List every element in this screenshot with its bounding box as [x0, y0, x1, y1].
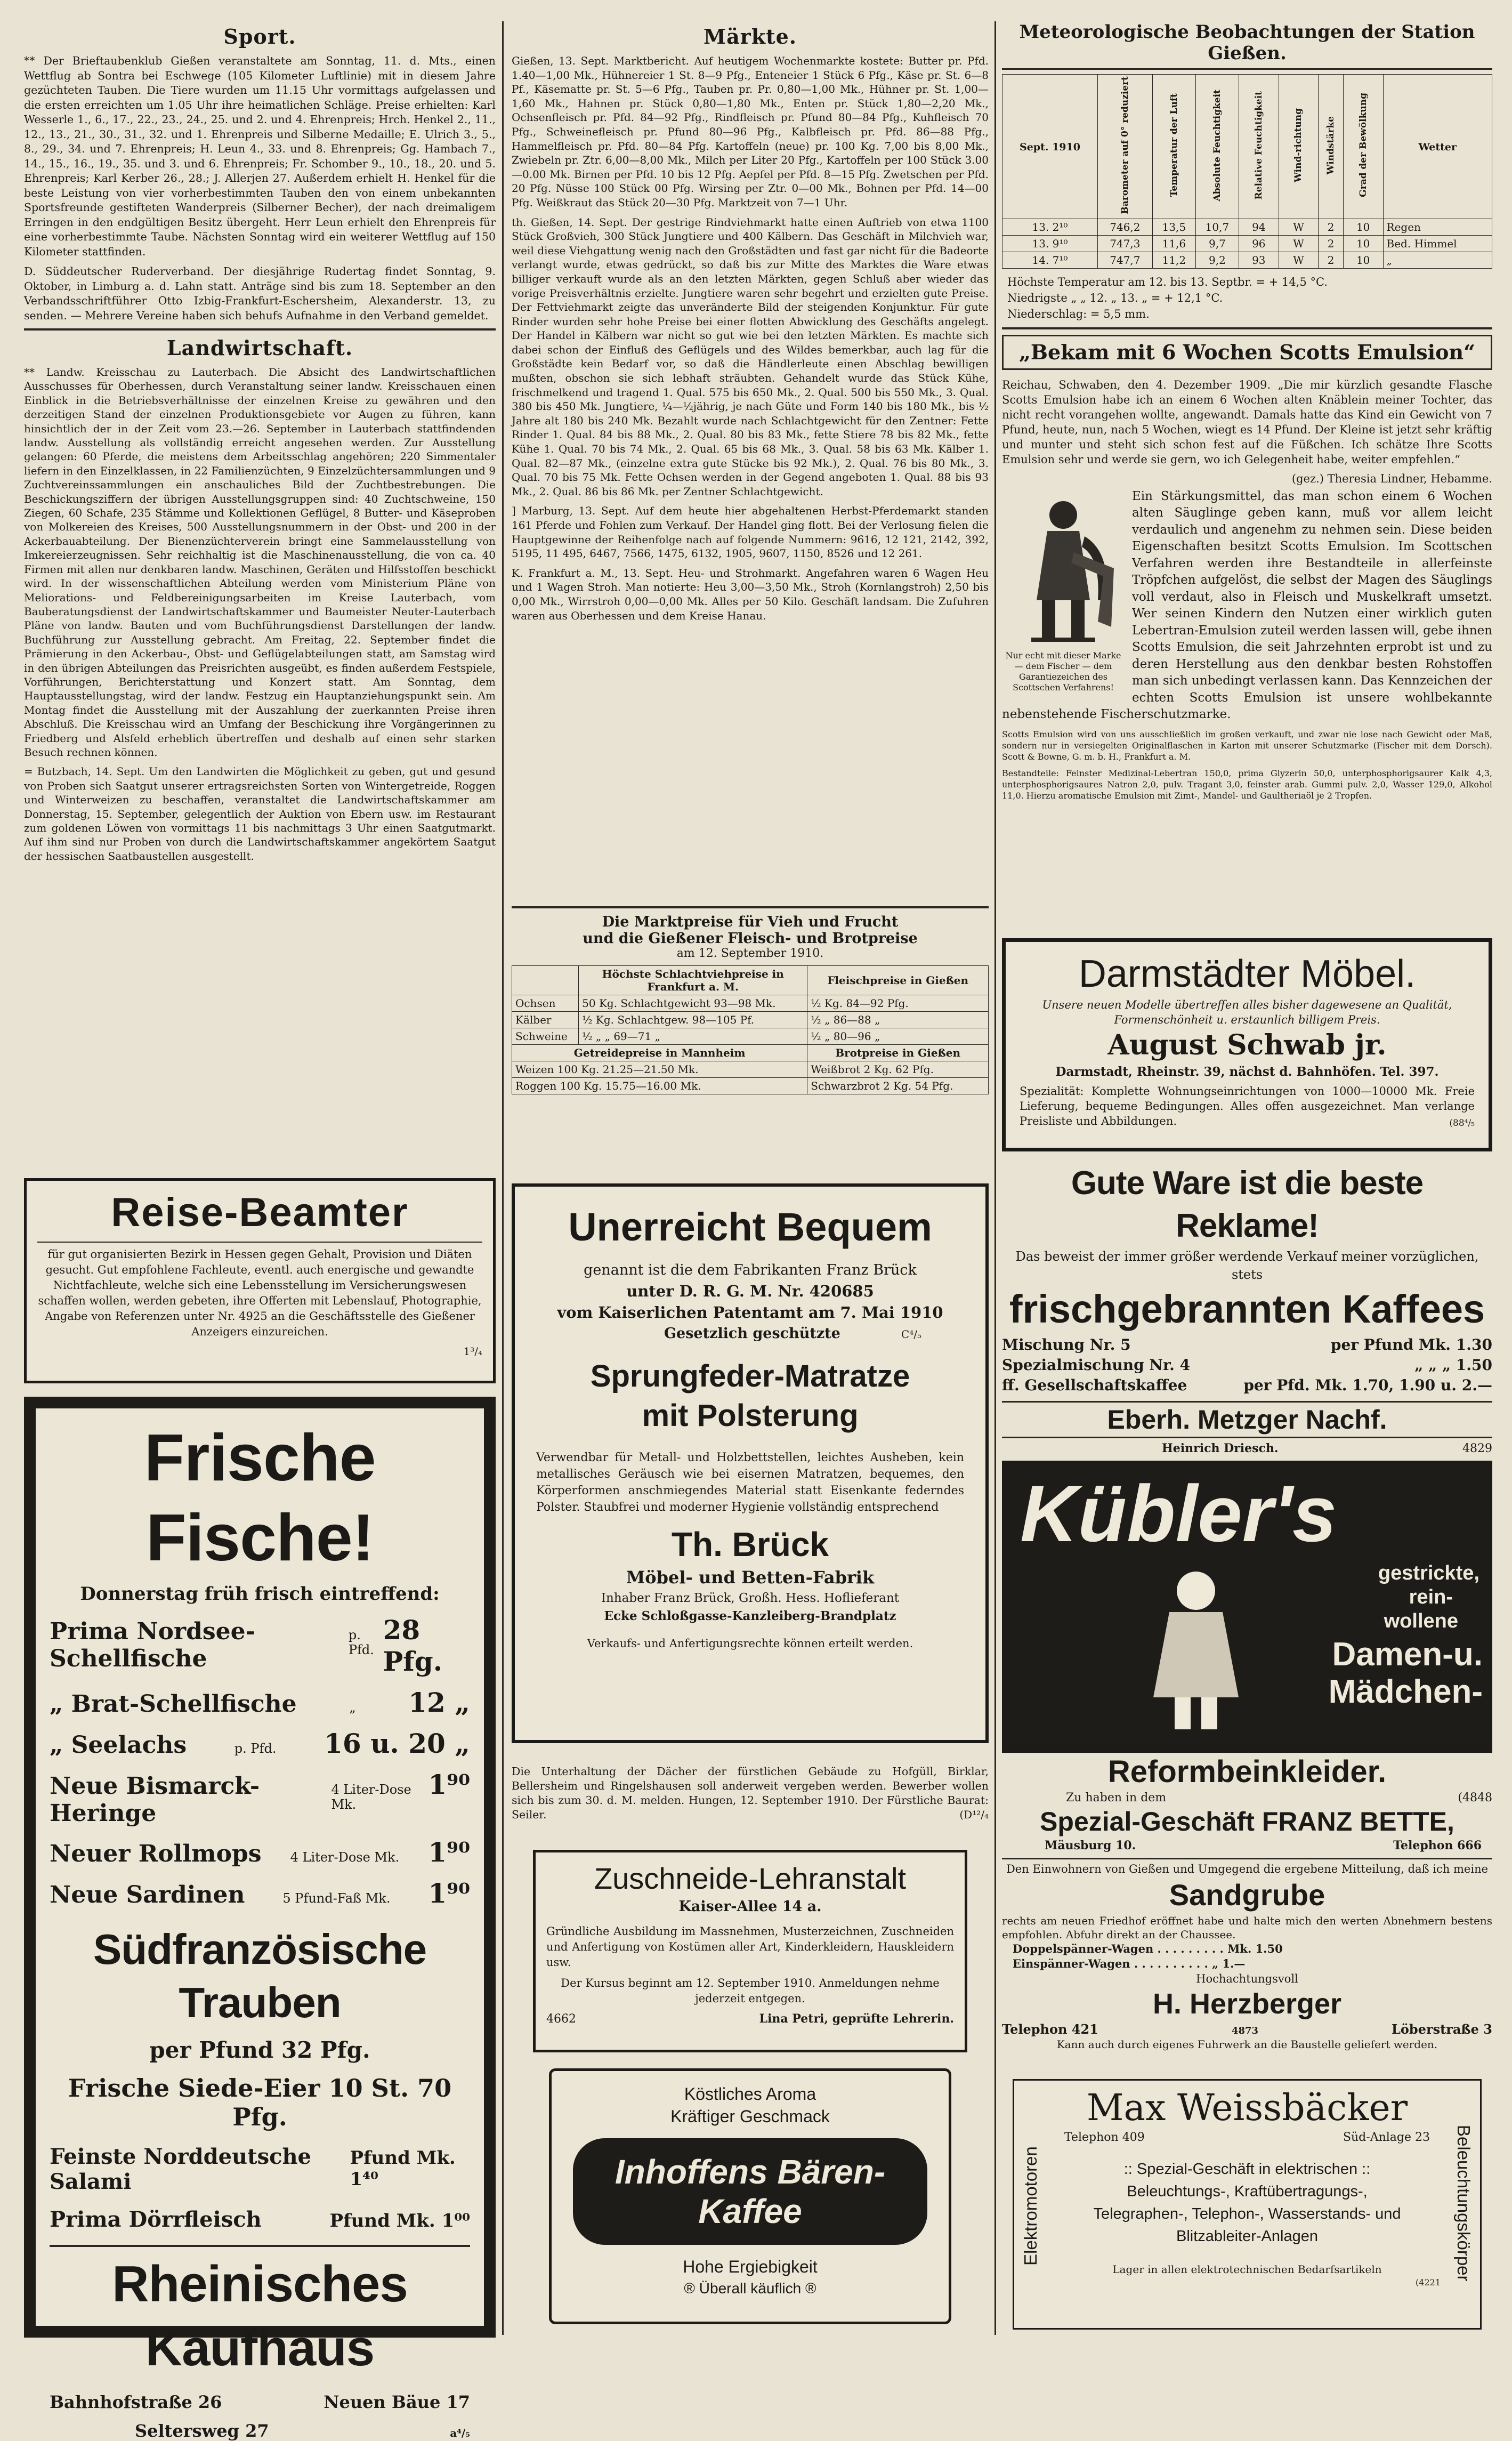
- price-table-title-1: Die Marktpreise für Vieh und Frucht: [602, 914, 899, 930]
- ad-metzger-product: frischgebrannten Kaffees: [1009, 1287, 1485, 1331]
- ad-zuschneide-footer: [546, 2012, 954, 2026]
- landwirtschaft-article-1: ** Landw. Kreisschau zu Lauterbach. Die Absicht des Landwirtschaftlichen Ausschusses für Oberhessen, durch Veranstaltung seiner landw. Kreisschauen einen Einblick in die Betriebsverhältnisse der einzelnen Kreise zu gewähren und den derzeitigen Stand der einzelnen Produktionsgebiete vor Augen zu führen, kann hinsichtlich der in der Zeit vom 23.—26. September in Lauterbach stattfindenden landw. Ausstellung als vollständig erreicht angesehen werden. Zur Ausstellung gelangen: 60 Pferde, die meistens dem Arbeitsschlag angehören; 220 Simmentaler liefern in den Einzelklassen, in 22 Familienzüchten, 9 Einzelzüchtersammlungen und 9 Zuchtvereinssammlungen ein anschauliches Bild der Zuchtbestrebungen. Die Beschickungsziffern der übrigen Ausstellungsgruppen sind: 40 Zuchtschweine, 150 Ziegen, 60 Schafe, 235 Stämme und Kollektionen Geflügel, 8 Butter- und Käseproben von Molkereien des Kreises, 500 Ausstellungsnummern in der Obst- und 200 in der Ackerbauabteilung. Der Bienenzüchterverein bringt eine Sammelausstellung von Imkereierzeugnissen. Sehr reichhaltig ist die Maschinenausstellung, die von ca. 40 Firmen mit allen nur denkbaren landw. Maschinen, Geräten und Hilfsstoffen beschickt wird. In der wissenschaftlichen Abteilung werden vom Ministerium Pläne von Meliorations- und Feldbereinigungsarbeiten im Kreise Lauterbach, vom Bauberatungsdienst der Landwirtschaftskammer und Baumeister Neuter-Lauterbach Pläne von landw. Bauten und vom Buchführungsdienst Darstellungen der landw. Buchführung zur Ausstellung gebracht. Am Freitag, 22. September findet die Prämierung in den Ackerbau-, Obst- und Geflügelabteilungen statt, am Samstag wird in den übrigen Abteilungen das Preisrichten ausgeübt, es finden außerdem Festspiele, Vorführungen, Berichterstattung und Konzert statt. Am Sonntag, dem Hauptausstellungstag, wird der landw. Festzug ein Hauptanziehungspunkt sein. Am Montag findet die Ausstellung mit der Auszahlung der zuerkannten Preise ihren Abschluß. Die Kreisschau wird an Umfang der Beschickung ihre Vorgängerinnen zu Friedberg und Alsfeld erheblich übertreffen und deshalb auf einen sehr starken Besuch rechnen können.: [24, 366, 496, 759]
- meteo-header-label: Sept. 1910: [1019, 141, 1080, 153]
- ad-brueck-line-4: [536, 1323, 964, 1345]
- ad-kuebler-address: Mäusburg 10.: [1045, 1839, 1136, 1852]
- meteo-cell: „: [1383, 252, 1492, 268]
- ad-metzger-number: 4829: [1462, 1442, 1492, 1455]
- ad-zuschneide-body: Gründliche Ausbildung im Massnehmen, Musterzeichnen, Zuschneiden und Anfertigung von Kostümen aller Art, Kinderkleidern, Hauskleidern usw.: [546, 1925, 954, 1969]
- price-table-cell-ffm: ½ „ „ 69—71 „: [579, 1028, 807, 1045]
- ad-fische-title: Frische Fische!: [144, 1421, 376, 1575]
- ad-darmstaedter-moebel: [1002, 938, 1492, 1151]
- meteo-cell: 2: [1319, 252, 1344, 268]
- maerkte-heading: Märkte.: [704, 25, 797, 49]
- ad-sandgrube-contact: [1002, 2021, 1492, 2037]
- ad-kuebler-shop: Spezial-Geschäft FRANZ BETTE,: [1040, 1807, 1454, 1836]
- price-table-cell-label: Kälber: [512, 1012, 579, 1028]
- ad-doerr-row: [50, 2207, 470, 2232]
- meteo-header-label: Absolute Feuchtigkeit: [1211, 89, 1223, 202]
- meteo-cell: 10: [1343, 252, 1383, 268]
- ad-sandgrube-telephone: Telephon 421: [1002, 2021, 1098, 2037]
- ad-sandgrube-price-2: Einspänner-Wagen . . . . . . . . . . „ 1.—: [1013, 1957, 1246, 1970]
- ad-brueck-product-1: Sprungfeder-Matratze: [590, 1359, 910, 1393]
- fish-item-unit: „: [349, 1700, 356, 1715]
- ad-trauben-title: Südfranzösische Trauben: [93, 1926, 427, 2026]
- ad-weissbaecker-line-2: Beleuchtungs-, Kraftübertragungs-,: [1127, 2183, 1368, 2200]
- meteo-cell: 13. 9¹⁰: [1002, 235, 1098, 252]
- metzger-price-row: [1002, 1375, 1492, 1396]
- meteo-cell: 96: [1239, 235, 1279, 252]
- ad-scotts-emulsion: [1002, 335, 1492, 937]
- ad-kaffee-brand: Inhoffens Bären-Kaffee: [614, 2153, 886, 2230]
- bread-price-cell: Schwarzbrot 2 Kg. 54 Pfg.: [807, 1078, 989, 1094]
- ad-brueck-firm: Th. Brück: [671, 1525, 829, 1564]
- ad-kaffee-tagline-2: Kräftiger Geschmack: [670, 2107, 830, 2126]
- ad-brueck-line-3: vom Kaiserlichen Patentamt am 7. Mai 1910: [557, 1303, 943, 1322]
- divider: [1002, 327, 1492, 329]
- price-table-cell-label: Schweine: [512, 1028, 579, 1045]
- landwirtschaft-heading: Landwirtschaft.: [166, 336, 353, 360]
- meteo-table: [1002, 74, 1492, 269]
- ad-store-name: Rheinisches Kaufhaus: [112, 2255, 408, 2376]
- meteo-cell: 94: [1239, 219, 1279, 235]
- price-table-row: [512, 1012, 989, 1028]
- metzger-item-price: per Pfund Mk. 1.30: [1330, 1336, 1492, 1354]
- meteo-header-label: Temperatur der Luft: [1168, 93, 1179, 197]
- column-rule-2: [994, 21, 996, 2335]
- metzger-item-price: per Pfd. Mk. 1.70, 1.90 u. 2.—: [1243, 1376, 1492, 1394]
- meteo-cell: 13,5: [1152, 219, 1195, 235]
- meteo-header-cell: [1319, 75, 1344, 219]
- meteo-cell: 2: [1319, 235, 1344, 252]
- ad-zuschneide-kurs: Der Kursus beginnt am 12. September 1910. Anmeldungen nehme jederzeit entgegen.: [561, 1977, 940, 2005]
- ad-weissbaecker-code: (4221: [1416, 2277, 1441, 2287]
- meteo-header-label: Wetter: [1418, 141, 1457, 153]
- price-table: [512, 965, 989, 1094]
- meteo-cell: W: [1279, 235, 1319, 252]
- meteo-cell: 9,2: [1195, 252, 1239, 268]
- fish-item-price: 1⁹⁰: [428, 1836, 470, 1868]
- ad-moebel-code: (88⁴/₅: [1449, 1118, 1475, 1129]
- price-table-title-2: und die Gießener Fleisch- und Brotpreise: [583, 930, 918, 947]
- sport-article-1: ** Der Brieftaubenklub Gießen veranstaltete am Sonntag, 11. d. Mts., einen Wettflug ab Sontra bei Eschwege (105 Kilometer Luftlinie) mit in diesem Jahre gezüchteten Tauben. Die Tiere wurden um 11.15 Uhr vormittags aufgelassen und die ersten erreichten um 1.05 Uhr ihre heimatlichen Schläge. Preise erhielten: Karl Wesserle 1., 6., 17., 22., 23., 24., 25. und 2. und 4. Ehrenpreis; Hrch. Henkel 2., 11., 12., 13., 21., 30., 31., 32. und 1. Ehrenpreis und Silberne Medaille; E. Ulrich 3., 5., 8., 29., 34. und 7. Ehrenpreis; H. Leun 4., 33. und 8. Ehrenpreis; Gg. Hambach 7., 14., 15., 16., 19., 35. und 3. und 6. Ehrenpreis; Fr. Schomber 9., 10., 18., 20. und 5. Ehrenpreis; Karl Kerber 26., 28.; J. Allerjen 27. Außerdem erhielt H. Henkel für die beste Leistung von vier vorherbestimmten Tauben den von einem unbekannten Sportsfreunde gestifteten Wanderpreis (Silberner Becher), der nach dreimaligem Erringen in den endgültigen Besitz übergeht. Herr Leun erhielt den Ehrenpreis für eine vorherbestimmte Taube. Nächsten Sonntag wird ein weiterer Wettflug auf 150 Kilometer stattfinden.: [24, 54, 496, 258]
- meteo-cell: 9,7: [1195, 235, 1239, 252]
- divider: [37, 1242, 482, 1243]
- ad-kuebler-sold-row: [1002, 1791, 1492, 1804]
- ad-weissbaecker-line-4: Lager in allen elektrotechnischen Bedarfsartikeln: [1112, 2263, 1382, 2276]
- ad-moebel-slogan: Unsere neuen Modelle übertreffen alles bisher dagewesene an Qualität, Formenschönheit u. erstaunlich billigem Preis.: [1042, 998, 1452, 1026]
- ad-scott-caption: Nur echt mit dieser Marke — dem Fischer — dem Garantiezeichen des Scottschen Verfahrens!: [1005, 650, 1121, 692]
- price-table-date: am 12. September 1910.: [676, 947, 824, 960]
- ad-zuschneide-title: Zuschneide-Lehranstalt: [594, 1862, 907, 1895]
- bread-price-cell: Weißbrot 2 Kg. 62 Pfg.: [807, 1061, 989, 1078]
- ad-weissbaecker-telephone: Telephon 409: [1064, 2131, 1145, 2144]
- notice-fuerstliche-gebaeude: [512, 1765, 989, 1821]
- meteo-cell: W: [1279, 252, 1319, 268]
- meteo-cell: 11,6: [1152, 235, 1195, 252]
- ad-kaffee-brand-box: [573, 2138, 927, 2245]
- divider: [50, 2245, 470, 2247]
- ad-store-addr-row: [50, 2421, 470, 2441]
- fish-price-row: [50, 1769, 470, 1827]
- sport-article-2: D. Süddeutscher Ruderverband. Der diesjährige Rudertag findet Sonntag, 9. Oktober, in Limburg a. d. Lahn statt. Anträge sind bis zum 18. September an den Verbandsschriftführer Otto Izbig-Frankfurt-Eschersheim, Alexanderstr. 13, zu senden. — Mehrere Vereine haben sich behufs Aufnahme in den Verband gemeldet.: [24, 265, 496, 322]
- ad-doerrfleisch: Prima Dörrfleisch: [50, 2207, 262, 2232]
- fish-item-price: 28 Pfg.: [383, 1614, 443, 1677]
- meteo-header-label: Relative Feuchtigkeit: [1253, 91, 1264, 200]
- ad-brueck-product-2: mit Polsterung: [642, 1398, 859, 1433]
- column-rule-1: [502, 21, 504, 2335]
- ad-metzger-kaffee: [1002, 1162, 1492, 1461]
- ad-scott-ingredients: Bestandteile: Feinster Medizinal-Lebertran 150,0, prima Glyzerin 50,0, unterphosphorigsaurer Kalk 4,3, unterphosphorigsaures Natron 2,0, pulv. Tragant 3,0, feinster arab. Gummi pulv. 2,0, Wasser 129,0, Alkohol 11,0. Hierzu aromatische Emulsion mit Zimt-, Mandel- und Gaultheriaöl je 2 Tropfen.: [1002, 768, 1492, 801]
- ad-kuebler-text-1: gestrickte,: [1378, 1562, 1479, 1584]
- notice-text: Die Unterhaltung der Dächer der fürstlichen Gebäude zu Hofgüll, Birklar, Bellersheim und Ringelshausen soll anderweit vergeben werden. Bewerber wollen sich bis zum 30. d. M. melden. Hungen, 12. September 1910. Der Fürstliche Baurat: Seiler.: [512, 1765, 989, 1821]
- meteo-header-cell: [1097, 75, 1152, 219]
- maerkte-giessen-2: th. Gießen, 14. Sept. Der gestrige Rindviehmarkt hatte einen Auftrieb von etwa 1100 Stück Großvieh, 300 Stück Jungtiere und 400 Kälbern. Das Geschäft in Milchvieh war, weil diese Viehgattung wenig nach den Großstädten und fast gar nicht für die Badeorte verlangt wurde, etwas gedrückt, so daß bis zur Mitte des Marktes die Ware etwas billiger verkauft wurde als an den letzten Märkten, gegen Schluß aber wieder das vorige Preisverhältnis erzielte. Jungtiere waren sehr begehrt und erzielten gute Preise. Der Fettviehmarkt zeigte das unveränderte Bild der steigenden Konjunktur. Für gute Rinder wurden sehr hohe Preise bei einer flotten Abwicklung des Geschäfts angelegt. Der Handel in Kälbern war nicht so gut wie bei den letzten Märkten. Es machte sich dabei schon der Einfluß des Geflügels und des Wildes bemerkbar, auch lag für die Großstädte kein Bedarf vor, so daß die Händlerleute einen Abschlag bewilligen mußten, obschon sie sich lebhaft sträubten. Gehandelt wurde das Stück Kühe, frischmelkend und tragend 1. Qual. 575 bis 650 Mk., 2. Qual. 500 bis 550 Mk., 3. Qual. 380 bis 450 Mk. Jungtiere, ¼—½jährig, je nach Güte und Form 140 bis 180 Mk., bis ½ Jahre alt 180 bis 240 Mk. Bezahlt wurde nach Schlachtgewicht für den Zentner: Fette Rinder 1. Qual. 84 bis 88 Mk., 2. Qual. 80 bis 83 Mk., fette Stiere 78 bis 82 Mk., fette Kühe 1. Qual. 70 bis 74 Mk., 2. Qual. 65 bis 68 Mk., 3. Qual. 58 bis 63 Mk. Kälber 1. Qual. 82—87 Mk., (einzelne extra gute Stücke bis 92 Mk.), 2. Qual. 76 bis 80 Mk., 3. Qual. 70 bis 75 Mk. Fette Ochsen werden in der Gegend angeboten 1. Qual. 88 bis 93 Mk., 2. Qual. 86 bis 86 Mk. per Zentner Schlachtgewicht.: [512, 215, 989, 498]
- ad-moebel-title: Darmstädter Möbel.: [1078, 953, 1416, 995]
- ad-kuebler-contact: [1002, 1839, 1492, 1852]
- ad-brueck-title: Unerreicht Bequem: [568, 1205, 932, 1249]
- meteo-cell: Bed. Himmel: [1383, 235, 1492, 252]
- ad-sandgrube-number: 4873: [1231, 2025, 1259, 2036]
- price-table-cell-gi: ½ Kg. 84—92 Pfg.: [807, 995, 989, 1012]
- meteo-header-cell: [1279, 75, 1319, 219]
- meteo-header-cell: [1343, 75, 1383, 219]
- ad-brueck-line-1: genannt ist die dem Fabrikanten Franz Brück: [584, 1262, 917, 1278]
- ad-kuebler-text-2: rein-: [1409, 1586, 1453, 1608]
- ad-brueck-address: Ecke Schloßgasse-Kanzleiberg-Brandplatz: [604, 1609, 896, 1623]
- meteo-header-cell: [1383, 75, 1492, 219]
- price-table-corner: [512, 966, 579, 995]
- ad-weissbaecker-side-left: Elektromotoren: [1021, 2146, 1040, 2266]
- divider: [24, 328, 496, 331]
- grain-price-cell: Roggen 100 Kg. 15.75—16.00 Mk.: [512, 1078, 807, 1094]
- ad-zuschneide-owner: Lina Petri, geprüfte Lehrerin.: [759, 2012, 954, 2026]
- metzger-item-name: ff. Gesellschaftskaffee: [1002, 1376, 1187, 1394]
- price-table-cell-label: Ochsen: [512, 995, 579, 1012]
- ad-kuebler-text-6: Reformbeinkleider.: [1107, 1754, 1387, 1789]
- notice-code: (D¹²/₄: [959, 1808, 989, 1821]
- ad-salami: Feinste Norddeutsche Salami: [50, 2144, 311, 2194]
- meteo-summary: [1002, 274, 1492, 322]
- fisherman-trademark-icon: [1005, 488, 1122, 648]
- meteo-title: Meteorologische Beobachtungen der Station Gießen.: [1002, 21, 1492, 70]
- fish-item-name: „ Seelachs: [50, 1731, 187, 1759]
- meteo-header-label: Grad der Bewölkung: [1357, 93, 1369, 198]
- meteo-cell: 13. 2¹⁰: [1002, 219, 1098, 235]
- fish-item-name: „ Brat-Schellfische: [50, 1690, 297, 1718]
- ad-sandgrube: [1002, 1858, 1492, 2075]
- girl-figure-icon: [1137, 1564, 1255, 1735]
- meteo-cell: 747,3: [1097, 235, 1152, 252]
- ad-brueck-rights: Verkaufs- und Anfertigungsrechte können erteilt werden.: [587, 1637, 913, 1650]
- column-right: [1002, 21, 1492, 2287]
- meteo-header-cell: [1152, 75, 1195, 219]
- fish-item-price: 1⁹⁰: [428, 1769, 470, 1800]
- metzger-item-price: „ „ „ 1.50: [1414, 1356, 1492, 1374]
- ad-sandgrube-address: Löberstraße 3: [1392, 2021, 1492, 2037]
- maerkte-marburg: ] Marburg, 13. Sept. Auf dem heute hier abgehaltenen Herbst-Pferdemarkt standen 161 Pferde und Fohlen zum Verkauf. Der Handel ging flott. Bei der Verlosung fielen die Hauptgewinne der Reihenfolge nach auf folgende Nummern: 9616, 12 121, 2142, 392, 5195, 11 495, 6467, 7566, 1475, 6132, 1905, 9607, 1150, 8526 und 12 261.: [512, 504, 989, 560]
- ad-scott-trademark: [1002, 488, 1125, 693]
- ad-kuebler-text-5: Mädchen-: [1328, 1673, 1483, 1710]
- column-middle: [512, 21, 989, 2297]
- price-table-cell-gi: ½ „ 80—96 „: [807, 1028, 989, 1045]
- meteo-cell: 93: [1239, 252, 1279, 268]
- ad-kuebler-brand: Kübler's: [1020, 1469, 1337, 1558]
- landwirtschaft-article-2: = Butzbach, 14. Sept. Um den Landwirten die Möglichkeit zu geben, gut und gesund von Proben sich Saatgut unserer ertragsreichsten Sorten von Wintergetreide, Roggen und Winterweizen zu beschaffen, veranstaltet die Landwirtschaftskammer am Donnerstag, 15. September, gelegentlich der Auktion von Ebern usw. im Restaurant zum goldenen Löwen von vormittags 11 bis nachmittags 3 Uhr einen Saatgutmarkt. Auf ihm sind nur Proben von durch die Landwirtschaftskammer angekörtem Saatgut der hessischen Saatbaustellen ausgestellt.: [24, 765, 496, 863]
- meteo-cell: 10,7: [1195, 219, 1239, 235]
- fish-item-price: 1⁹⁰: [428, 1878, 470, 1909]
- price-table-cell-gi: ½ „ 86—88 „: [807, 1012, 989, 1028]
- ad-sandgrube-body: rechts am neuen Friedhof eröffnet habe und halte mich den werten Abnehmern bestens empfohlen. Abfuhr direkt an der Chaussee.: [1002, 1914, 1492, 1941]
- ad-weissbaecker-title: Max Weissbäcker: [1086, 2087, 1408, 2129]
- fish-price-row: [50, 1836, 470, 1868]
- ad-brueck-geschuetzt: Gesetzlich geschützte: [664, 1325, 840, 1342]
- ad-scott-title: „Bekam mit 6 Wochen Scotts Emulsion“: [1002, 335, 1492, 370]
- ad-sandgrube-intro: Den Einwohnern von Gießen und Umgegend die ergebene Mitteilung, daß ich meine: [1006, 1863, 1489, 1875]
- ad-scott-letter: Reichau, Schwaben, den 4. Dezember 1909. „Die mir kürzlich gesandte Flasche Scotts Emulsion habe ich an einem 6 Wochen alten Knäblein meiner Tochter, das nicht recht vorangehen wollte, angewandt. Damals hatte das Kind ein Gewicht von 7 Pfund, heute, nun, nach 5 Wochen, wiegt es 14 Pfund. Der Kleine ist jetzt sehr kräftig und munter und steht sich schon fest auf die Füßchen. Ich schätze Ihre Scotts Emulsion sehr und werde sie gern, wo ich Gelegenheit habe, weiter empfehlen.“: [1002, 378, 1492, 466]
- ad-metzger-title: Gute Ware ist die beste Reklame!: [1071, 1165, 1424, 1244]
- ad-sandgrube-note: Kann auch durch eigenes Fuhrwerk an die Baustelle geliefert werden.: [1056, 2038, 1438, 2051]
- maerkte-frankfurt: K. Frankfurt a. M., 13. Sept. Heu- und Strohmarkt. Angefahren waren 6 Wagen Heu und 1 Wagen Stroh. Man notierte: Heu 3,00—3,50 Mk., Stroh (Kornlangstroh) 2,50 bis 0,00 Mk., Wirrstroh 0,00—0,00 Mk. Alles per 50 Kilo. Geschäft landsam. Die Zufuhren waren aus Oberhessen und dem Kreise Hanau.: [512, 566, 989, 622]
- grain-table-row: [512, 1061, 989, 1078]
- ad-metzger-footer: [1002, 1441, 1492, 1455]
- ad-metzger-owner: Heinrich Driesch.: [1162, 1441, 1279, 1455]
- fish-item-price: 12 „: [408, 1687, 470, 1718]
- ad-weissbaecker-contact: [1054, 2131, 1441, 2144]
- metzger-price-row: [1002, 1335, 1492, 1355]
- fish-item-name: Neuer Rollmops: [50, 1840, 262, 1867]
- meteo-max-temp: Höchste Temperatur am 12. bis 13. Septbr. = + 14,5 °C.: [1007, 275, 1328, 288]
- ad-kaffee-tagline-4: ® Überall käuflich ®: [684, 2280, 816, 2297]
- maerkte-giessen-1: Gießen, 13. Sept. Marktbericht. Auf heutigem Wochenmarkte kostete: Butter pr. Pfd. 1.40—1,00 Mk., Hühnereier 1 St. 8—9 Pfg., Enteneier 1 Stück 6 Pfg., Käse pr. St. 6—8 Pf., Käsematte pr. St. 5—6 Pfg., Tauben pr. Pr. 0,80—1,00 Mk., Hühner pr. St. 1,00—1,60 Mk., Hahnen pr. Stück 0,80—1,80 Mk., Enten pr. Stück 1,80—2,20 Mk., Ochsenfleisch pr. Pfd. 84—92 Pfg., Rindfleisch pr. Pfund 80—84 Pfg., Kuhfleisch 70 Pfg., Schweinefleisch pr. Pfund 80—96 Pfg., Kalbfleisch pr. Pfd. 86—88 Pfg., Hammelfleisch pr. Pfd. 80—84 Pfg. Kartoffeln (neue) pr. 100 Kg. 7,00 bis 8,00 Mk., Zwiebeln pr. Ztr. 6,00—8,00 Mk., Milch per Liter 20 Pfg., Kartoffeln per 100 Stück 3.00—0.00 Mk. Birnen per Pfd. 10 bis 12 Pfg. Aepfel per Pfd. 8—15 Pfg. Zwetschen per Pfd. 20 Pfg. Nüsse 100 Stück 00 Pfg. Wirsing per Ztr. 0—00 Mk., Bohnen per Pfd. 14—00 Pfg. Weißkraut das Stück 20—30 Pfg. Marktzeit von 7—1 Uhr.: [512, 54, 989, 209]
- ad-salami-row: [50, 2144, 470, 2194]
- meteo-header-label: Barometer auf 0° reduziert: [1119, 76, 1130, 214]
- ad-rheinisches-kaufhaus: [24, 1397, 496, 2441]
- price-table-header-frankfurt: Höchste Schlachtviehpreise in Frankfurt a. M.: [579, 966, 807, 995]
- meteo-cell: 10: [1343, 235, 1383, 252]
- ad-kuebler-text-4: Damen-u.: [1332, 1636, 1483, 1673]
- ad-reise-code: 1³/₄: [463, 1345, 482, 1358]
- meteo-min-temp: Niedrigste „ „ 12. „ 13. „ = + 12,1 °C.: [1007, 291, 1223, 304]
- ad-moebel-spezialitaet: Spezialität: Komplette Wohnungseinrichtungen von 1000—10000 Mk. Freie Lieferung, bequeme Bedingungen. Alles offen ausgezeichnet. Man verlange Preisliste und Abbildungen.: [1020, 1085, 1475, 1127]
- ad-brueck-matratze: [512, 1183, 989, 1743]
- ad-store-addr-3: Seltersweg 27: [135, 2421, 269, 2441]
- ad-sandgrube-greeting: Hochachtungsvoll: [1196, 1972, 1298, 1985]
- meteo-row: [1002, 235, 1492, 252]
- ad-kaffee-tagline-1: Köstliches Aroma: [684, 2084, 816, 2104]
- meteo-header-cell: [1239, 75, 1279, 219]
- meteo-rain: Niederschlag: = 5,5 mm.: [1007, 307, 1150, 320]
- fish-price-row: [50, 1614, 470, 1677]
- metzger-price-row: [1002, 1355, 1492, 1375]
- price-table-header-brot: Brotpreise in Gießen: [807, 1045, 989, 1061]
- fish-price-row: [50, 1687, 470, 1718]
- ad-weissbaecker-address: Süd-Anlage 23: [1343, 2131, 1430, 2144]
- ad-trauben-price: per Pfund 32 Pfg.: [149, 2037, 370, 2063]
- fish-item-unit: 5 Pfund-Faß Mk.: [282, 1891, 391, 1906]
- ad-reise-beamter: [24, 1178, 496, 1383]
- meteo-cell: W: [1279, 219, 1319, 235]
- meteo-cell: 747,7: [1097, 252, 1152, 268]
- fish-item-name: Prima Nordsee-Schellfische: [50, 1618, 255, 1672]
- ad-store-addresses: [50, 2392, 470, 2412]
- price-table-header-mannheim: Getreidepreise in Mannheim: [512, 1045, 807, 1061]
- ad-moebel-address: Darmstadt, Rheinstr. 39, nächst d. Bahnhöfen. Tel. 397.: [1055, 1065, 1439, 1079]
- price-table-row: [512, 1028, 989, 1045]
- ad-kuebler-telephone: Telephon 666: [1393, 1839, 1482, 1852]
- ad-brueck-description: Verwendbar für Metall- und Holzbettstellen, leichtes Ausheben, kein metallisches Geräusch wie bei eisernen Matratzen, bequemes, den Körperformen anschmiegendes Material statt Eisenkante federndes Polster. Staubfrei und moderner Hygienie vollständig entsprechend: [536, 1451, 964, 1514]
- ad-zuschneide-number: 4662: [546, 2012, 576, 2026]
- ad-brueck-owner: Inhaber Franz Brück, Großh. Hess. Hoflieferant: [601, 1591, 900, 1605]
- ad-fische-subtitle: Donnerstag früh frisch eintreffend:: [80, 1583, 440, 1605]
- sport-heading: Sport.: [223, 25, 296, 49]
- fish-item-unit: p. Pfd.: [348, 1628, 374, 1657]
- price-table-cell-ffm: ½ Kg. Schlachtgew. 98—105 Pf.: [579, 1012, 807, 1028]
- ad-metzger-price-list: [1002, 1335, 1492, 1396]
- fish-item-price: 16 u. 20 „: [324, 1728, 470, 1759]
- fish-item-unit: 4 Liter-Dose Mk.: [290, 1850, 400, 1865]
- ad-inhoffens-kaffee: [549, 2068, 951, 2324]
- ad-moebel-firm: August Schwab jr.: [1107, 1029, 1387, 1061]
- ad-store-addr-2: Neuen Bäue 17: [324, 2392, 470, 2412]
- meteo-header-label: Windstärke: [1325, 116, 1337, 175]
- ad-salami-price: Pfund Mk. 1⁴⁰: [350, 2147, 456, 2190]
- price-table-header-giessen: Fleischpreise in Gießen: [807, 966, 989, 995]
- ad-fische-price-list: [50, 1614, 470, 1909]
- ad-weissbaecker-line-1: :: Spezial-Geschäft in elektrischen ::: [1123, 2161, 1371, 2178]
- meteo-cell: 14. 7¹⁰: [1002, 252, 1098, 268]
- ad-store-addr-1: Bahnhofstraße 26: [50, 2392, 222, 2412]
- ad-metzger-sub: Das beweist der immer größer werdende Verkauf meiner vorzüglichen, stets: [1015, 1249, 1479, 1282]
- ad-metzger-firm: Eberh. Metzger Nachf.: [1002, 1401, 1492, 1438]
- ad-kuebler-sold: Zu haben in dem: [1066, 1791, 1167, 1804]
- fish-item-unit: p. Pfd.: [234, 1741, 277, 1756]
- meteo-row: [1002, 252, 1492, 268]
- ad-max-weissbaecker: [1013, 2079, 1482, 2330]
- price-table-cell-ffm: 50 Kg. Schlachtgewicht 93—98 Mk.: [579, 995, 807, 1012]
- column-left: [24, 21, 496, 2441]
- ad-kaffee-tagline-3: Hohe Ergiebigkeit: [683, 2257, 818, 2276]
- ad-reise-title: Reise-Beamter: [111, 1190, 409, 1235]
- meteo-cell: Regen: [1383, 219, 1492, 235]
- ad-eier: Frische Siede-Eier 10 St. 70 Pfg.: [68, 2074, 452, 2131]
- fish-price-row: [50, 1728, 470, 1759]
- price-table-row: [512, 995, 989, 1012]
- meteo-row: [1002, 219, 1492, 235]
- ad-sandgrube-price-1: Doppelspänner-Wagen . . . . . . . . . Mk. 1.50: [1013, 1942, 1283, 1955]
- ad-weissbaecker-line-3: Telegraphen-, Telephon-, Wasserstands- und Blitzableiter-Anlagen: [1093, 2205, 1401, 2245]
- ad-doerr-price: Pfund Mk. 1⁰⁰: [329, 2210, 470, 2231]
- meteo-cell: 746,2: [1097, 219, 1152, 235]
- ad-sandgrube-title: Sandgrube: [1169, 1878, 1325, 1912]
- ad-scott-small-print: Scotts Emulsion wird von uns ausschließlich im großen verkauft, und zwar nie lose nach Gewicht oder Maß, sondern nur in versiegelten Originalflaschen in Karton mit unserer Schutzmarke (Fischer mit dem Dorsch). Scott & Bowne, G. m. b. H., Frankfurt a. M.: [1002, 729, 1492, 762]
- ad-zuschneide-lehranstalt: [533, 1850, 967, 2052]
- meteo-cell: 11,2: [1152, 252, 1195, 268]
- fish-item-name: Neue Bismarck-Heringe: [50, 1773, 260, 1827]
- fish-price-row: [50, 1878, 470, 1909]
- ad-scott-body: Ein Stärkungsmittel, das man schon einem 6 Wochen alten Säuglinge geben kann, muß vor allem leicht verdaulich und angenehm zu nehmen sein. Diese beiden Eigenschaften besitzt Scotts Emulsion. Im Scottschen Verfahren werden ihre Bestandteile in allerfeinste Tröpfchen aufgelöst, die selbst der Magen des Säuglings voll verdaut, also in Fleisch und Muskelkraft umsetzt. Wer seinen Kindern den Nutzen einer wirklich guten Lebertran-Emulsion zuteil werden lassen will, gebe ihnen Scotts Emulsion, die seit Jahrzehnten erprobt ist und zu deren Herstellung aus den denkbar besten Rohstoffen man sich unbedingt verlassen kann. Das Kennzeichen der echten Scotts Emulsion ist unsere wohlbekannte nebenstehende Fischerschutzmarke.: [1002, 489, 1492, 722]
- ad-brueck-code: C⁴/₅: [901, 1328, 921, 1341]
- grain-price-cell: Weizen 100 Kg. 21.25—21.50 Mk.: [512, 1061, 807, 1078]
- ad-store-code: a⁴/₅: [450, 2427, 470, 2439]
- meteo-cell: 10: [1343, 219, 1383, 235]
- meteo-header-cell: [1195, 75, 1239, 219]
- meteo-header-label: Wind-richtung: [1293, 108, 1304, 182]
- ad-kueblers-reformbeinkleider: [1002, 1461, 1492, 1855]
- market-price-table: [512, 906, 989, 1094]
- ad-reise-body: für gut organisierten Bezirk in Hessen gegen Gehalt, Provision und Diäten gesucht. Gut empfohlene Fachleute, eventl. auch energische und gewandte Nichtfachleute, welche sich eine Lebensstellung im Versicherungswesen schaffen wollen, werden gebeten, ihre Offerten mit Lebenslauf, Photographie, Angabe von Referenzen unter Nr. 4925 an die Geschäftsstelle des Gießener Anzeigers einzureichen.: [38, 1248, 482, 1338]
- ad-kuebler-banner: [1002, 1461, 1492, 1753]
- metzger-item-name: Mischung Nr. 5: [1002, 1336, 1131, 1354]
- fish-item-unit: 4 Liter-Dose Mk.: [331, 1782, 411, 1812]
- ad-kuebler-text-3: wollene: [1384, 1610, 1458, 1632]
- ad-weissbaecker-side-right: Beleuchtungskörper: [1454, 2125, 1474, 2282]
- grain-table-row: [512, 1078, 989, 1094]
- ad-brueck-firm-2: Möbel- und Betten-Fabrik: [626, 1567, 875, 1588]
- ad-kuebler-number: (4848: [1458, 1791, 1492, 1804]
- meteo-cell: 2: [1319, 219, 1344, 235]
- meteo-header-cell: [1002, 75, 1098, 219]
- metzger-item-name: Spezialmischung Nr. 4: [1002, 1356, 1191, 1374]
- fish-item-name: Neue Sardinen: [50, 1881, 245, 1908]
- ad-sandgrube-firm: H. Herzberger: [1152, 1988, 1342, 2020]
- ad-zuschneide-address: Kaiser-Allee 14 a.: [678, 1898, 822, 1915]
- ad-brueck-line-2: unter D. R. G. M. Nr. 420685: [626, 1282, 874, 1300]
- ad-scott-signature: (gez.) Theresia Lindner, Hebamme.: [1291, 472, 1492, 485]
